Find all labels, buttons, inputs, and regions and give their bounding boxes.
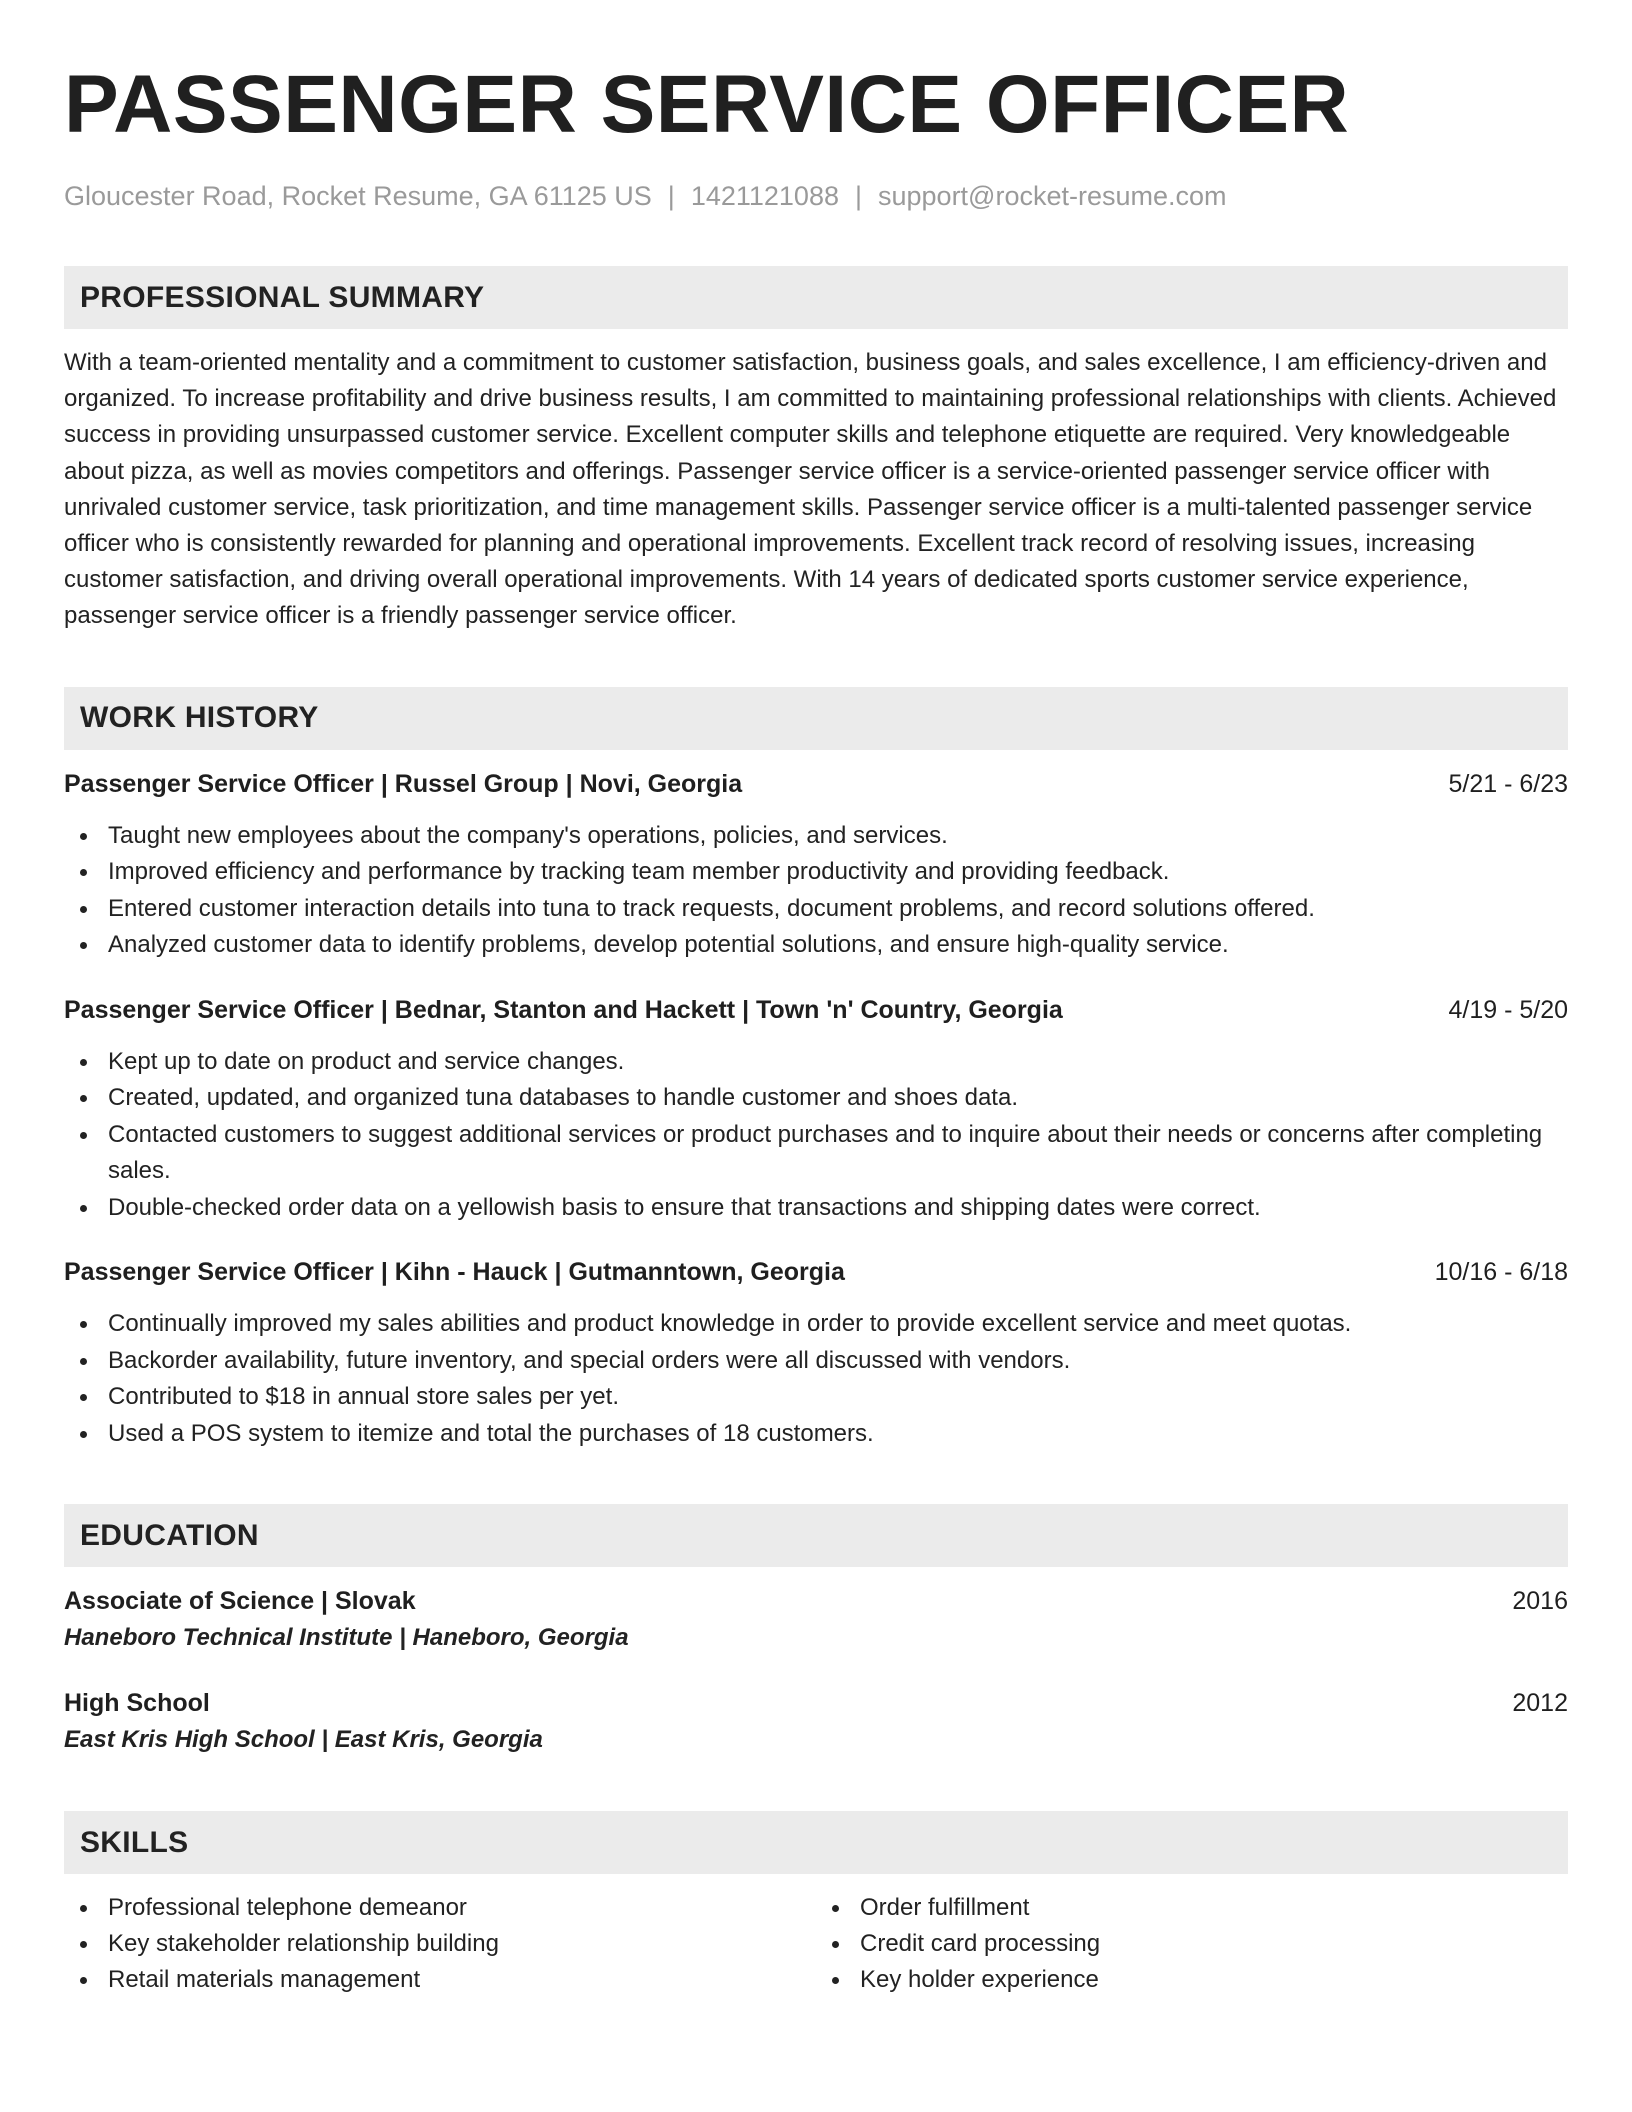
education-header [64, 1685, 1568, 1721]
education-header [64, 1583, 1568, 1619]
skill-item: Order fulfillment [816, 1890, 1568, 1926]
job-dates: 10/16 - 6/18 [1434, 1258, 1568, 1287]
section-heading-education: EDUCATION [64, 1504, 1568, 1567]
job-title: Passenger Service Officer | Russel Group | Novi, Georgia [64, 769, 743, 798]
skills-right-column [816, 1890, 1568, 1998]
education-entry [64, 1583, 1568, 1657]
job-bullet: Taught new employees about the company's operations, policies, and services. [64, 818, 1568, 855]
job-bullet: Kept up to date on product and service changes. [64, 1044, 1568, 1081]
skills-columns [64, 1890, 1568, 1998]
section-heading-skills: SKILLS [64, 1811, 1568, 1874]
job-bullet: Entered customer interaction details into tuna to track requests, document problems, and record solutions offered. [64, 891, 1568, 928]
job-title: Passenger Service Officer | Kihn - Hauck | Gutmanntown, Georgia [64, 1258, 845, 1287]
job-bullets [64, 818, 1568, 964]
skill-item: Key stakeholder relationship building [64, 1926, 816, 1962]
education-school: East Kris High School | East Kris, Georgia [64, 1726, 543, 1754]
education-year: 2012 [1512, 1689, 1568, 1718]
job-bullet: Analyzed customer data to identify problems, develop potential solutions, and ensure high-quality service. [64, 927, 1568, 964]
section-heading-summary: PROFESSIONAL SUMMARY [64, 266, 1568, 329]
resume-name: PASSENGER SERVICE OFFICER [64, 59, 1350, 150]
job-bullet: Contacted customers to suggest additional services or product purchases and to inquire about their needs or concerns after completing sales. [64, 1117, 1568, 1190]
job-dates: 5/21 - 6/23 [1448, 769, 1568, 798]
job-header [64, 766, 1568, 802]
skill-item: Credit card processing [816, 1926, 1568, 1962]
job-entry [64, 766, 1568, 964]
job-bullet: Created, updated, and organized tuna databases to handle customer and shoes data. [64, 1080, 1568, 1117]
job-title: Passenger Service Officer | Bednar, Stanton and Hackett | Town 'n' Country, Georgia [64, 995, 1063, 1024]
skill-item: Professional telephone demeanor [64, 1890, 816, 1926]
education-school: Haneboro Technical Institute | Haneboro, Georgia [64, 1624, 629, 1652]
skill-item: Retail materials management [64, 1962, 816, 1998]
contact-email[interactable]: support@rocket-resume.com [878, 181, 1227, 211]
job-header [64, 992, 1568, 1028]
education-year: 2016 [1512, 1587, 1568, 1616]
education-degree: High School [64, 1689, 210, 1718]
job-bullet: Used a POS system to itemize and total the purchases of 18 customers. [64, 1416, 1568, 1453]
job-bullet: Improved efficiency and performance by tracking team member productivity and providing feedback. [64, 854, 1568, 891]
job-bullets [64, 1306, 1568, 1452]
skill-item: Key holder experience [816, 1962, 1568, 1998]
section-heading-work-history: WORK HISTORY [64, 687, 1568, 750]
education-entry [64, 1685, 1568, 1759]
education-degree: Associate of Science | Slovak [64, 1587, 416, 1616]
job-bullets [64, 1044, 1568, 1227]
skills-left-column [64, 1890, 816, 1998]
job-header [64, 1254, 1568, 1290]
contact-separator: | [854, 181, 862, 211]
contact-line [64, 178, 1568, 214]
job-dates: 4/19 - 5/20 [1448, 995, 1568, 1024]
job-bullet: Double-checked order data on a yellowish basis to ensure that transactions and shipping dates were correct. [64, 1190, 1568, 1227]
job-bullet: Backorder availability, future inventory, and special orders were all discussed with vendors. [64, 1343, 1568, 1380]
contact-separator: | [667, 181, 675, 211]
job-bullet: Contributed to $18 in annual store sales per yet. [64, 1379, 1568, 1416]
contact-phone: 1421121088 [690, 181, 839, 211]
job-bullet: Continually improved my sales abilities and product knowledge in order to provide excellent service and meet quotas. [64, 1306, 1568, 1343]
job-entry [64, 1254, 1568, 1452]
summary-text: With a team-oriented mentality and a commitment to customer satisfaction, business goals, and sales excellence, I am efficiency-driven and organized. To increase profitability and drive business results, I am committed to maintaining professional relationships with clients. Achieved success in providing unsurpassed customer service. Excellent computer skills and telephone etiquette are required. Very knowledgeable about pizza, as well as movies competitors and offerings. Passenger service officer is a service-oriented passenger service officer with unrivaled customer service, task prioritization, and time management skills. Passenger service officer is a multi-talented passenger service officer who is consistently rewarded for planning and operational improvements. Excellent track record of resolving issues, increasing customer satisfaction, and driving overall operational improvements. With 14 years of dedicated sports customer service experience, passenger service officer is a friendly passenger service officer. [64, 349, 1557, 630]
contact-address: Gloucester Road, Rocket Resume, GA 61125 US [64, 181, 652, 211]
job-entry [64, 992, 1568, 1227]
